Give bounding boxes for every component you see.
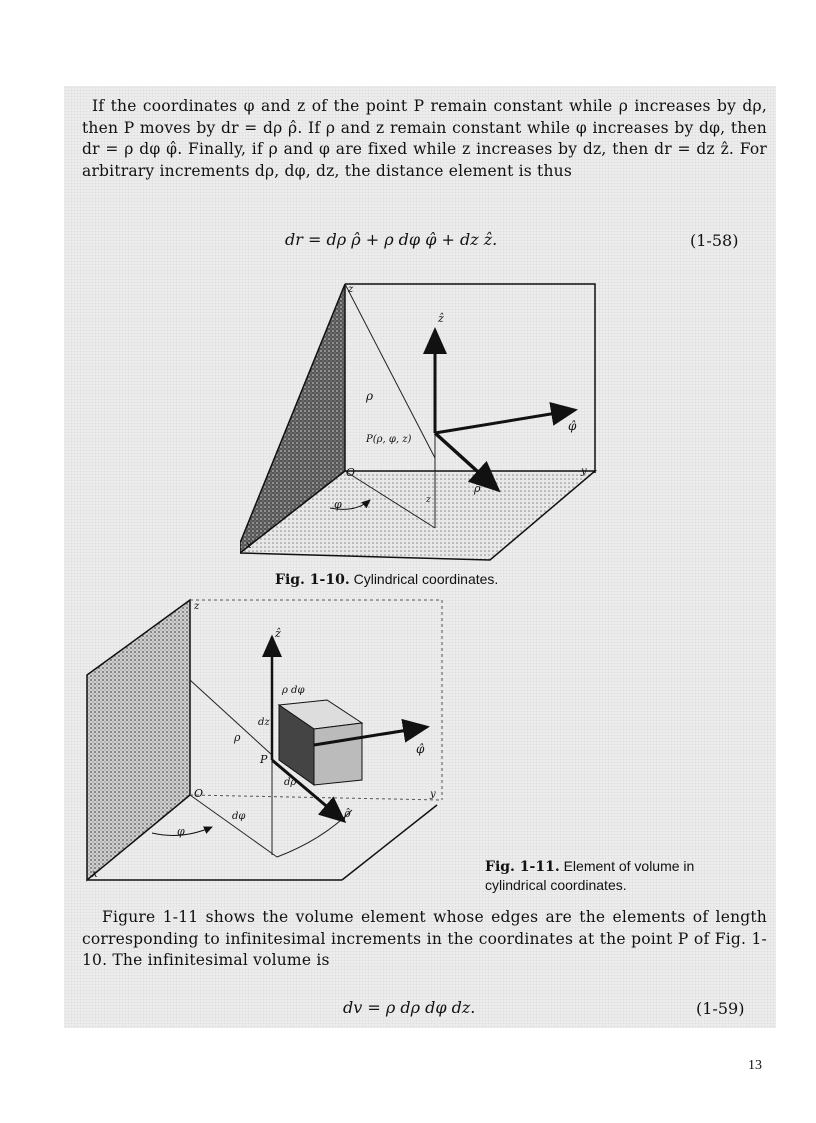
fig11-dphi-label: dφ bbox=[232, 811, 246, 822]
fig10-point-label: P(ρ, φ, z) bbox=[366, 434, 412, 445]
paragraph-volume-element: Figure 1-11 shows the volume element whose edges are the elements of length corresponding to infinitesimal increments in the coordinates at the point P of Fig. 1-10. The infinitesimal volume is bbox=[82, 908, 767, 969]
paragraph-intro: If the coordinates φ and z of the point P remain constant while ρ increases by dρ, then P moves by dr = dρ ρ̂. If ρ and z remain constant while φ increases by dφ, then dr = ρ dφ φ̂. Finally, if ρ and φ are fixed while z increases by dz, then dr = dz ẑ. For arbitrary increments dρ, dφ, dz, the distance element is thus bbox=[82, 97, 767, 180]
fig11-point-label: P bbox=[260, 753, 268, 766]
figure-1-11-caption bbox=[485, 857, 694, 894]
figure-1-11-label: Fig. 1-11. bbox=[485, 859, 560, 875]
phi-hat-arrow bbox=[435, 410, 575, 433]
fig11-rhohat-label: ρ̂ bbox=[344, 807, 351, 820]
fig11-rho-dphi-label: ρ dφ bbox=[282, 685, 305, 696]
fig10-origin-label: O bbox=[346, 466, 356, 479]
equation-number-1-58: (1-58) bbox=[690, 231, 739, 250]
figure-1-10-label: Fig. 1-10. bbox=[275, 572, 350, 588]
fig10-zhat-label: ẑ bbox=[438, 312, 444, 325]
figure-1-11-caption-line1: Element of volume in bbox=[563, 858, 695, 874]
fig10-x-axis-label: x bbox=[246, 540, 252, 551]
figure-1-10-cylindrical-coordinates bbox=[240, 278, 600, 568]
figure-1-11-caption-line2: cylindrical coordinates. bbox=[485, 877, 627, 893]
equation-1-59: dv = ρ dρ dφ dz. bbox=[343, 998, 476, 1017]
fig10-z-axis-label: z bbox=[348, 284, 354, 295]
fig11-rho-label: ρ bbox=[234, 731, 241, 744]
figure-1-11-volume-element bbox=[82, 595, 452, 890]
fig10-z-small-label: z bbox=[426, 495, 431, 505]
fig11-phihat-label: φ̂ bbox=[416, 742, 425, 756]
fig10-rho-label: ρ bbox=[366, 389, 374, 403]
equation-1-58: dr = dρ ρ̂ + ρ dφ φ̂ + dz ẑ. bbox=[285, 230, 498, 249]
equation-number-1-59: (1-59) bbox=[696, 999, 745, 1018]
fig11-y-axis-label: y bbox=[430, 789, 436, 800]
fig10-y-axis-label: y bbox=[581, 466, 587, 477]
fig10-rhohat-label: ρ̂ bbox=[474, 482, 481, 495]
fig11-dz-label: dz bbox=[258, 717, 270, 728]
figure-1-10-caption-text: Cylindrical coordinates. bbox=[353, 571, 499, 587]
fig11-origin-label: O bbox=[194, 787, 204, 800]
figure-1-10-caption bbox=[275, 570, 498, 589]
fig11-xz-plane-wall bbox=[87, 600, 190, 880]
fig11-phi-label: φ bbox=[177, 825, 185, 838]
fig11-drho-label: dρ bbox=[284, 777, 297, 788]
fig10-phihat-label: φ̂ bbox=[568, 419, 577, 433]
fig11-zhat-label: ẑ bbox=[275, 627, 281, 640]
fig11-z-axis-label: z bbox=[194, 601, 200, 612]
fig10-phi-label: φ bbox=[334, 498, 342, 511]
fig11-x-axis-label: x bbox=[92, 869, 98, 880]
page-number: 13 bbox=[748, 1058, 762, 1073]
